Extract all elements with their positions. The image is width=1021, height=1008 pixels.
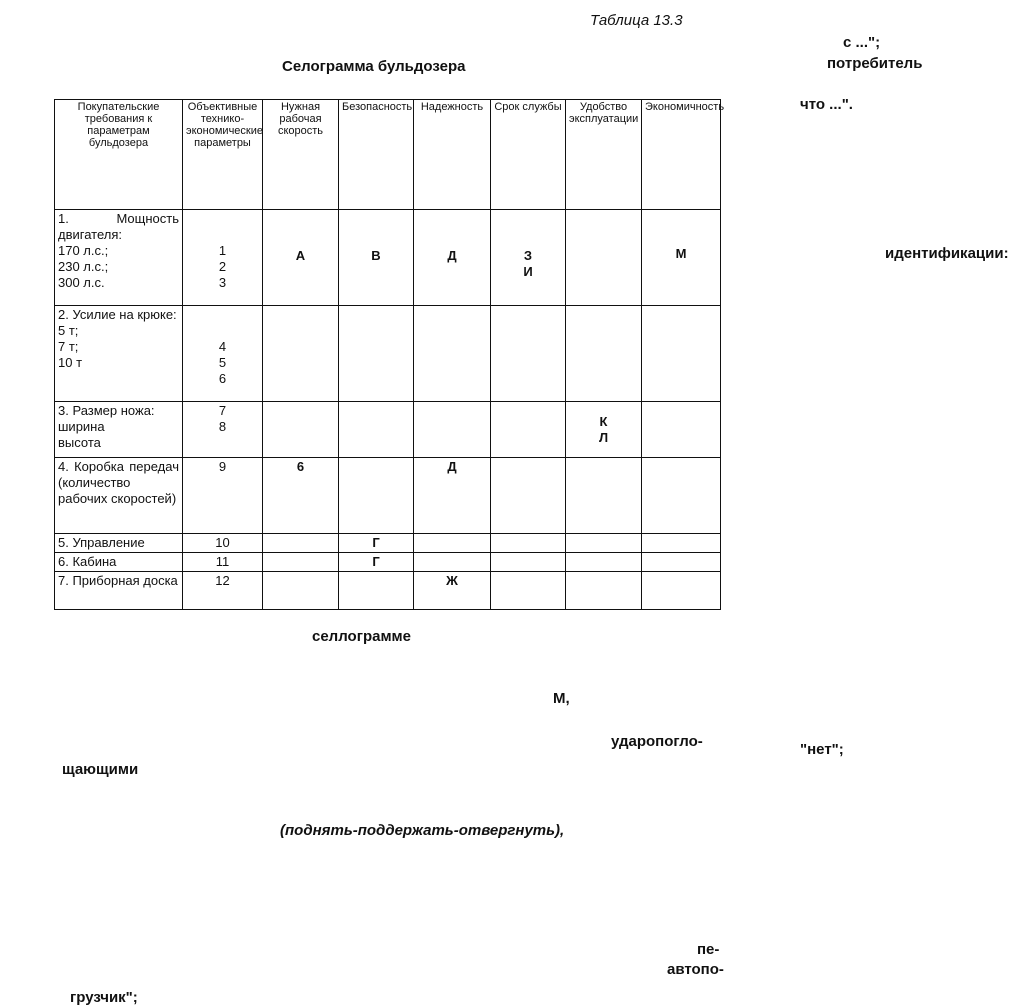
mark-cell xyxy=(491,458,566,534)
header-cell: Нужная рабочая скорость xyxy=(263,100,339,210)
text-fragment: (поднять-поддержать-отвергнуть), xyxy=(280,822,565,839)
text-fragment: "нет"; xyxy=(800,741,844,758)
mark-cell xyxy=(491,402,566,458)
mark-cell xyxy=(263,553,339,572)
requirement-cell: 6. Кабина xyxy=(55,553,183,572)
mark-cell: А xyxy=(263,210,339,306)
mark-cell xyxy=(339,572,414,610)
table-row xyxy=(55,553,721,572)
text-fragment: М, xyxy=(553,690,570,707)
requirement-cell: 4. Коробка передач (количество рабочих скоростей) xyxy=(55,458,183,534)
mark-cell xyxy=(491,210,566,306)
requirement-line: 10 т xyxy=(58,355,83,370)
requirement-line: 5 т; xyxy=(58,323,79,338)
mark-letter: З xyxy=(523,248,533,263)
mark-cell xyxy=(642,458,721,534)
parameter-cell xyxy=(183,210,263,306)
header-cell: Экономичность xyxy=(642,100,721,210)
header-cell: Срок службы xyxy=(491,100,566,210)
mark-cell xyxy=(642,572,721,610)
text-fragment: потребитель xyxy=(827,55,923,72)
mark-cell xyxy=(339,306,414,402)
header-cell: Объективные технико-экономические параметры xyxy=(183,100,263,210)
mark-cell xyxy=(566,458,642,534)
table-caption: Таблица 13.3 xyxy=(590,12,683,29)
parameter-number: 8 xyxy=(218,419,227,434)
requirement-cell: 7. Приборная доска xyxy=(55,572,183,610)
parameter-cell: 10 xyxy=(183,534,263,553)
parameter-cell: 12 xyxy=(183,572,263,610)
header-cell: Удобство эксплуатации xyxy=(566,100,642,210)
requirement-cell xyxy=(55,306,183,402)
mark-cell xyxy=(642,534,721,553)
mark-cell xyxy=(566,572,642,610)
mark-cell xyxy=(642,553,721,572)
mark-cell xyxy=(263,306,339,402)
mark-letter: К xyxy=(599,414,608,429)
text-fragment: ударопогло- xyxy=(611,733,703,750)
mark-cell xyxy=(642,306,721,402)
mark-cell xyxy=(642,402,721,458)
mark-cell xyxy=(566,210,642,306)
text-fragment: селлограмме xyxy=(312,628,411,645)
mark-cell xyxy=(491,553,566,572)
parameter-number xyxy=(186,211,259,243)
mark-cell xyxy=(566,534,642,553)
parameter-number: 2 xyxy=(218,259,227,274)
mark-cell xyxy=(566,306,642,402)
requirement-line: 7 т; xyxy=(58,339,79,354)
table-row xyxy=(55,572,721,610)
mark-cell xyxy=(566,553,642,572)
mark-cell xyxy=(414,306,491,402)
header-cell: Покупательские требования к параметрам бульдозера xyxy=(55,100,183,210)
selogram-table xyxy=(54,99,725,610)
header-cell: Надежность xyxy=(414,100,491,210)
requirement-cell xyxy=(55,402,183,458)
table-title: Селограмма бульдозера xyxy=(282,58,466,75)
mark-cell: Г xyxy=(339,534,414,553)
mark-cell xyxy=(263,402,339,458)
requirement-cell xyxy=(55,210,183,306)
text-fragment: что ...". xyxy=(800,96,853,113)
mark-cell xyxy=(263,572,339,610)
header-cell: Безопасность xyxy=(339,100,414,210)
mark-cell xyxy=(491,572,566,610)
table-row xyxy=(55,210,721,306)
text-fragment: грузчик"; xyxy=(70,989,138,1006)
parameter-number xyxy=(186,307,259,339)
requirement-line: 170 л.с.; xyxy=(58,243,109,258)
parameter-number: 6 xyxy=(218,371,227,386)
text-fragment: щающими xyxy=(62,761,139,778)
mark-cell: В xyxy=(339,210,414,306)
mark-cell xyxy=(414,534,491,553)
mark-cell xyxy=(491,534,566,553)
requirement-line: 300 л.с. xyxy=(58,275,105,290)
parameter-number: 4 xyxy=(218,339,227,354)
table-row xyxy=(55,458,721,534)
parameter-cell xyxy=(183,306,263,402)
parameter-number: 5 xyxy=(218,355,227,370)
mark-cell xyxy=(414,553,491,572)
requirement-line: 230 л.с.; xyxy=(58,259,109,274)
mark-cell xyxy=(339,402,414,458)
mark-cell xyxy=(414,402,491,458)
mark-cell xyxy=(263,534,339,553)
mark-cell: Д xyxy=(414,210,491,306)
text-fragment: пе- xyxy=(697,941,720,958)
parameter-number: 7 xyxy=(218,403,227,418)
text-fragment: с ..."; xyxy=(843,34,881,51)
mark-letter: И xyxy=(523,264,533,279)
mark-letter: Л xyxy=(598,430,609,445)
requirement-line: высота xyxy=(58,435,101,450)
requirement-line: 2. Усилие на крюке: xyxy=(58,307,177,322)
text-fragment: автопо- xyxy=(667,961,724,978)
text-fragment: идентификации: xyxy=(885,245,1009,262)
mark-cell: Д xyxy=(414,458,491,534)
parameter-number: 3 xyxy=(218,275,227,290)
table-row xyxy=(55,402,721,458)
table-row xyxy=(55,306,721,402)
requirement-line: 3. Размер ножа: xyxy=(58,403,155,418)
requirement-line: 1. Мощность двигателя: xyxy=(58,211,179,242)
parameter-cell: 9 xyxy=(183,458,263,534)
mark-cell: Ж xyxy=(414,572,491,610)
mark-cell xyxy=(566,402,642,458)
parameter-cell xyxy=(183,402,263,458)
parameter-cell: 11 xyxy=(183,553,263,572)
requirement-cell: 5. Управление xyxy=(55,534,183,553)
mark-cell: М xyxy=(642,210,721,306)
mark-cell: Г xyxy=(339,553,414,572)
requirement-line: ширина xyxy=(58,419,105,434)
mark-cell xyxy=(339,458,414,534)
table-row xyxy=(55,534,721,553)
mark-cell: 6 xyxy=(263,458,339,534)
parameter-number: 1 xyxy=(218,243,227,258)
table-header-row xyxy=(55,100,721,210)
mark-cell xyxy=(491,306,566,402)
